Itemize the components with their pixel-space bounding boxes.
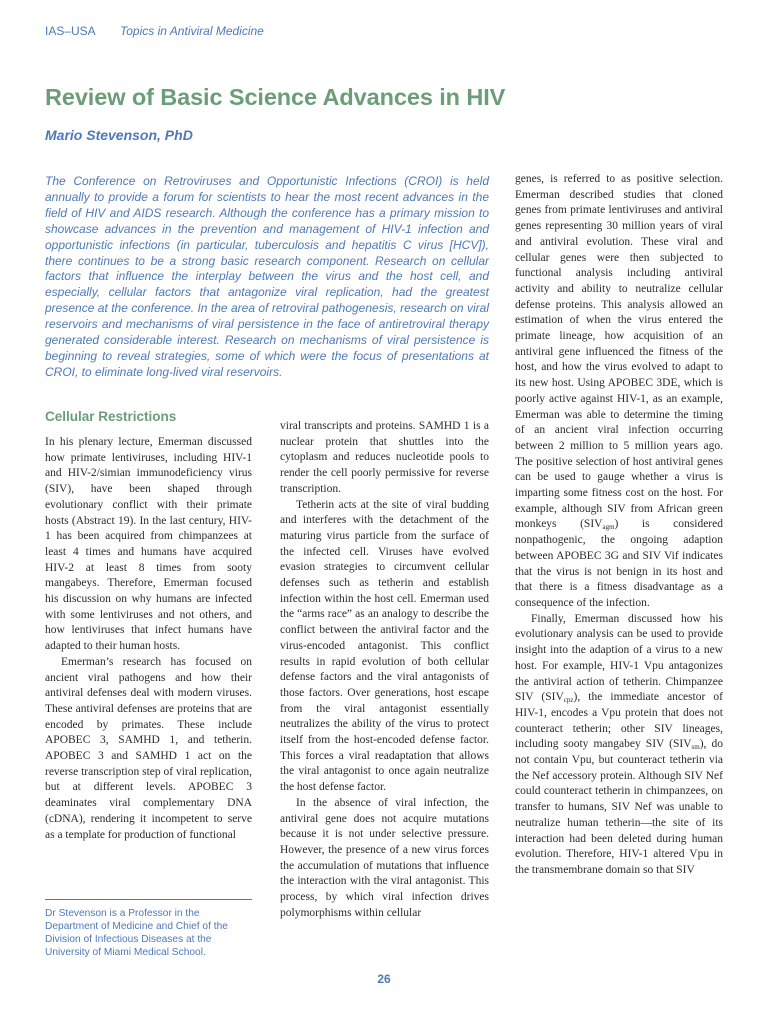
col2-paragraph-2: Tetherin acts at the site of viral budding and interferes with the detachment of the maturing virus particle from the surface of the infected cell. Viruses have evolved evasion strategies to circumvent cellular defenses such as tetherin and establish infection within the host cell. Emerman used the “arms race” as an analogy to describe the conflict between the antiviral factor and the virus-encoded antagonist. This conflict results in rapid evolution of both cellular defense factors and the viral antagonists of those factors. Over generations, host escape from the viral antagonist essentially neutralizes the ability of the virus to protect itself from the host-encoded defense factor. This forces a viral readaptation that allows the viral antagonist to once again neutralize the host defense factor. — [280, 498, 489, 794]
col2-paragraph-3: In the absence of viral infection, the antiviral gene does not acquire mutations because it is not under selective pressure. However, the presence of a new virus forces the accumulation of mutations that influence the interaction with the viral antagonist. This process, by which viral infection drives polymorphisms within cellular — [280, 796, 489, 919]
col2-paragraph-1: viral transcripts and proteins. SAMHD 1 is a nuclear protein that shuttles into the cytoplasm and reduces nucleotide pools to render the cell poorly permissive for reverse transcription. — [280, 420, 489, 495]
col3-p1-text-b: ) is considered nonpathogenic, the ongoing adaption between APOBEC 3G and SIV Vif indicates that the virus is not benign in its host and that there is a fitness disadvantage as a consequence of the infection. — [515, 518, 723, 609]
subscript-cpz: cpz — [563, 696, 574, 705]
col3-p2-text-c: ), do not contain Vpu, but counteract tetherin via the Nef accessory protein. Although SIV Nef could counteract tetherin in chimpanzees, on transfer to humans, SIV Nef was unable to neutralize human tetherin—the site of its interaction had been deleted during human evolution. Therefore, HIV-1 altered Vpu in the transmembrane domain so that SIV — [515, 738, 723, 876]
col1-paragraph-2: Emerman’s research has focused on ancient viral pathogens and how their antiviral defenses deal with modern viruses. These antiviral defenses are proteins that are encoded by primates. These include APOBEC 3, SAMHD 1, and tetherin. APOBEC 3 and SAMHD 1 act on the reverse transcription step of viral replication, but at different levels. APOBEC 3 deaminates viral complementary DNA (cDNA), rendering it incompetent to serve as a template for production of functional — [45, 655, 252, 841]
column-2 — [280, 419, 489, 922]
article-title: Review of Basic Science Advances in HIV — [45, 84, 506, 110]
journal-name: Topics in Antiviral Medicine — [120, 24, 264, 38]
author-footnote: Dr Stevenson is a Professor in the Department of Medicine and Chief of the Division of Infectious Diseases at the University of Miami Medical School. — [45, 908, 228, 958]
column-1 — [45, 435, 252, 843]
col3-p1-text-a: genes, is referred to as positive selection. Emerman described studies that cloned genes from primate lentiviruses and antiviral genes representing 30 million years of viral and antiviral evolution. These viral and cellular genes were then subjected to functional analysis including antiviral activity and ability to neutralize cellular defense proteins. This analysis allowed an estimation of when the virus entered the primate lineage, how acquisition of an antiviral gene influenced the fitness of the host, and how the virus evolved to adapt to its new host. Using APOBEC 3DE, which is poorly active against HIV-1, as an example, Emerman was able to determine the timing of an ancient viral infection occurring between 2 million to 5 million years ago. The positive selection of host antiviral genes can be used to gauge whether a virus is imparting some fitness cost on the host. For example, although SIV from African green monkeys (SIV — [515, 173, 723, 531]
subscript-sm: sm — [691, 743, 700, 752]
col3-paragraph-1 — [515, 172, 723, 612]
footnote-divider — [45, 899, 252, 900]
article-abstract: The Conference on Retroviruses and Opportunistic Infections (CROI) is held annually to provide a forum for scientists to hear the most recent advances in the field of HIV and AIDS research. Although the conference has a primary mission to showcase advances in the prevention and management of HIV-1 infection and opportunistic infections (in particular, tuberculosis and hepatitis C virus [HCV]), there continues to be a strong basic research component. Research on cellular factors that influence the interplay between the virus and the host cell, and especially, cellular factors that antagonize viral replication, had the greatest presence at the conference. In the area of retroviral pathogenesis, research on viral reservoirs and mechanisms of viral persistence in the face of antiretroviral therapy generated considerable interest. Research on mechanisms of viral persistence is beginning to reveal strategies, some of which were the focus of presentations at CROI, to eliminate long-lived viral reservoirs. — [45, 174, 489, 379]
subscript-agm: agm — [602, 523, 615, 532]
col3-p2-text-a: Finally, Emerman discussed how his evolutionary analysis can be used to provide insight into the adaption of a virus to a new host. For example, HIV-1 Vpu antagonizes the antiviral action of tetherin. Chimpanzee SIV (SIV — [515, 612, 723, 704]
col3-p2-text-b: ), the immediate ancestor of HIV-1, encodes a Vpu protein that does not counteract tetherin; other SIV lineages, including sooty mangabey SIV (SIV — [515, 691, 723, 751]
section-heading: Cellular Restrictions — [45, 409, 177, 424]
column-3 — [515, 172, 723, 879]
col3-paragraph-2 — [515, 612, 723, 879]
col1-paragraph-1: In his plenary lecture, Emerman discussed how primate lentiviruses, including HIV-1 and HIV-2/simian immunodeficiency virus (SIV), have been shaped through evolutionary conflict with their primate hosts (Abstract 19). In the last century, HIV-1 has been acquired from chimpanzees at least 4 times and humans have acquired HIV-2 at least 8 times from sooty mangabeys. Therefore, Emerman focused his discussion on why humans are infected with some lentiviruses and not others, and how lentiviruses that infect humans have adapted to their human hosts. — [45, 436, 252, 653]
journal-org: IAS–USA — [45, 24, 96, 38]
article-author: Mario Stevenson, PhD — [45, 127, 193, 143]
page-number: 26 — [377, 972, 391, 986]
